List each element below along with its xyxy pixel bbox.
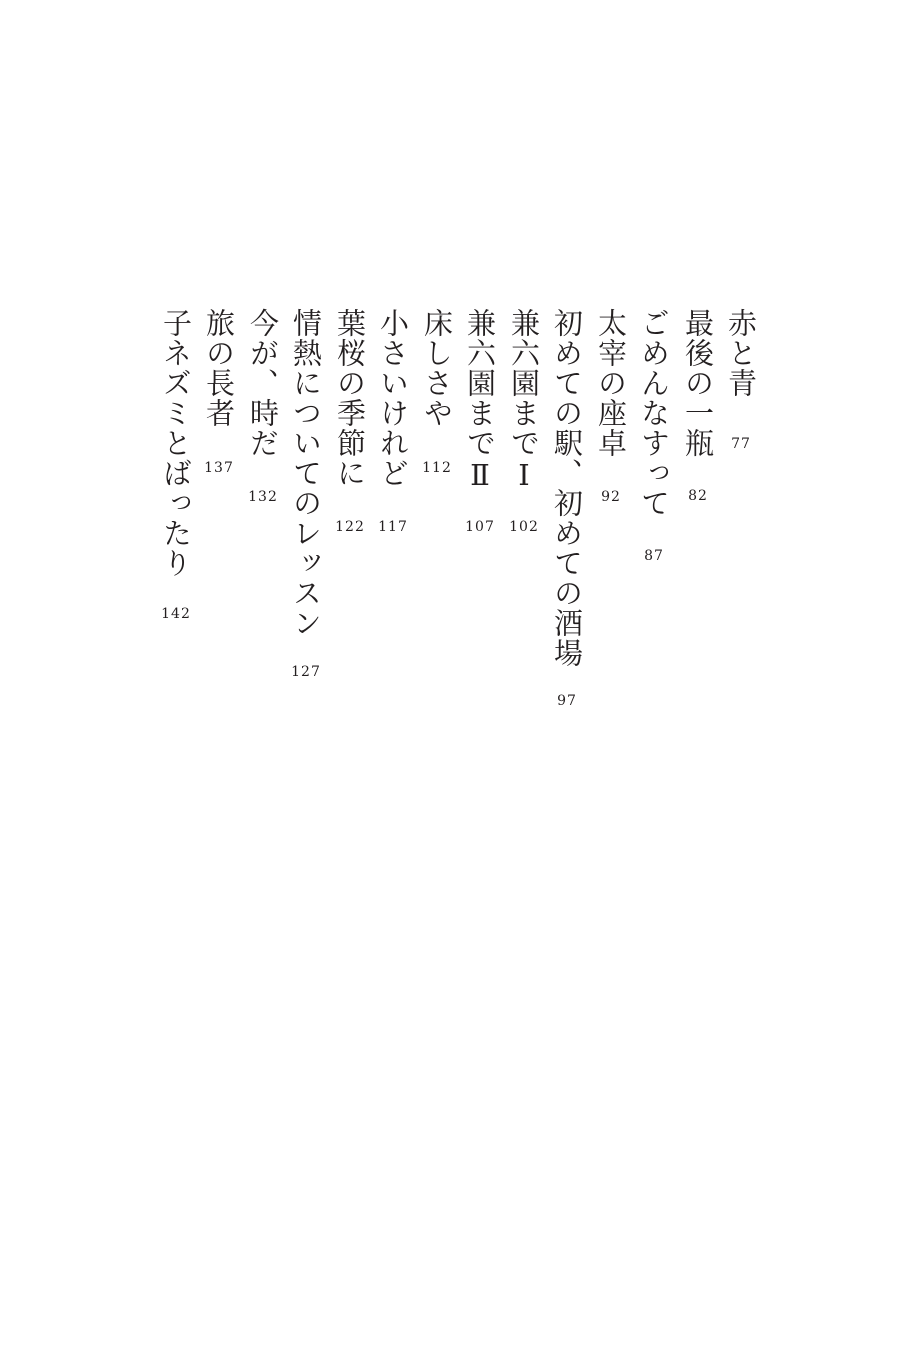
toc-entry-page-number: 77 <box>731 436 751 452</box>
toc-entry[interactable] <box>284 308 328 680</box>
toc-entry[interactable] <box>458 308 502 535</box>
toc-entry-title: 兼六園までⅠ <box>507 308 541 493</box>
toc-entry-title: 初めての駅、初めての酒場 <box>550 308 584 668</box>
toc-entry-page-number: 132 <box>248 489 278 505</box>
toc-entry-page-number: 112 <box>422 460 452 476</box>
toc-entry[interactable] <box>632 308 676 564</box>
toc-entry-page-number: 127 <box>291 664 321 680</box>
toc-entry-page-number: 92 <box>601 489 621 505</box>
toc-entry-page-number: 82 <box>688 488 708 504</box>
toc-entry[interactable] <box>154 308 198 622</box>
toc-entry-page-number: 107 <box>465 519 495 535</box>
toc-entry-title: 赤と青 <box>724 308 758 398</box>
toc-entry-title: 葉桜の季節に <box>333 308 367 488</box>
toc-entry-page-number: 102 <box>509 519 539 535</box>
toc-entry-title: 旅の長者 <box>202 308 236 428</box>
toc-entry[interactable] <box>328 308 372 535</box>
toc-entry[interactable] <box>676 308 720 504</box>
toc-entry-title: 子ネズミとばったり <box>159 308 193 578</box>
toc-entry-title: 小さいけれど <box>376 308 410 488</box>
toc-entry-page-number: 142 <box>161 606 191 622</box>
toc-entry-title: ごめんなすって <box>637 308 671 518</box>
toc-entry-title: 床しさや <box>420 308 454 428</box>
toc-entry-page-number: 97 <box>557 693 577 709</box>
toc-entry[interactable] <box>502 308 546 535</box>
toc-entry-page-number: 122 <box>335 519 365 535</box>
toc-entry-page-number: 117 <box>378 519 408 535</box>
toc-entry-title: 最後の一瓶 <box>681 308 715 458</box>
toc-entry[interactable] <box>197 308 241 476</box>
toc-entry-title: 今が、時だ <box>246 308 280 458</box>
toc-entry-title: 情熱についてのレッスン <box>289 308 323 638</box>
toc-entry[interactable] <box>371 308 415 535</box>
toc-entry[interactable] <box>719 308 763 452</box>
toc-entry-title: 太宰の座卓 <box>594 308 628 458</box>
toc-entry-title: 兼六園までⅡ <box>463 308 497 493</box>
toc-entry[interactable] <box>545 308 589 709</box>
toc-entry-page-number: 137 <box>204 460 234 476</box>
toc-entry[interactable] <box>241 308 285 505</box>
toc-entry[interactable] <box>415 308 459 476</box>
toc-entry-page-number: 87 <box>644 548 664 564</box>
toc-entry[interactable] <box>589 308 633 505</box>
